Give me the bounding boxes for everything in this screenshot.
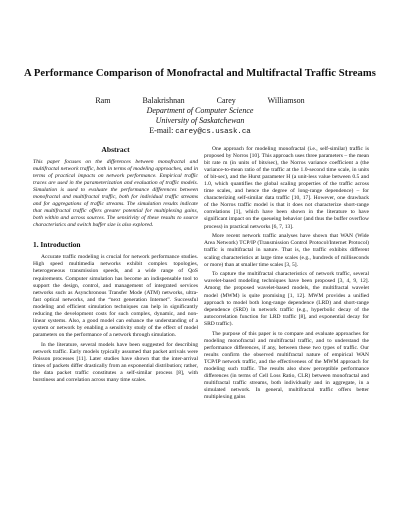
body-paragraph: More recent network traffic analyses have shown that WAN (Wide Area Network) TCP/IP (Transmission Control Protocol/Internet Protocol) traffic is multifractal in nature. That is, the traffic exhibits different scaling characteristics at large time scales (e.g., hundreds of milliseconds or more) than at smaller time scales [3, 5]. xyxy=(204,233,369,268)
body-paragraph: One approach for modeling monofractal (i.e., self-similar) traffic is proposed by Norros [10]. This approach uses three parameters – the mean bit rate m (in units of bits/sec), the Norros variance coefficient a (the variance-to-mean ratio of the traffic at the 1.0-second time scale, in units of bit-sec), and the Hurst parameter H (a unit-less value between 0.5 and 1.0, which quantifies the global scaling properties of the traffic across time scales, and hence the degree of long-range dependence) – for characterizing self-similar data traffic [10, 17]. However, one drawback of the Norros traffic model is that it does not characterize short-range correlations [1], which have been shown in the literature to have significant impact on the queueing behavior (and thus the buffer overflow process) in practical networks [6, 7, 13]. xyxy=(204,146,369,230)
body-paragraph: The purpose of this paper is to compare and evaluate approaches for modeling monofractal and multifractal traffic, and to understand the performance differences, if any, between these two types of traffic. Our results confirm the observed multifractal nature of empirical WAN TCP/IP network traffic, and the effectiveness of the MWM approach for modeling such traffic. The results also show perceptible performance differences (in terms of Cell Loss Ratio, CLR) between monofractal and multifractal traffic streams, both individually and in aggregate, in a simulated network. In general, multifractal traffic offers better multiplexing gains xyxy=(204,330,369,400)
author-department: Department of Computer Science xyxy=(146,106,254,115)
author-block xyxy=(0,96,400,137)
introduction-heading: 1. Introduction xyxy=(33,240,81,250)
author-names: Ram Balakrishnan Carey Williamson xyxy=(95,96,305,105)
author-email: carey@cs.usask.ca xyxy=(175,128,251,136)
abstract-text: This paper focuses on the differences between monofractal and multifractal network traffic, both in terms of modeling approaches, and in terms of practical impacts on network performance. Empirical traffic traces are used in the parameterization and evaluation of traffic models. Simulation is used to evaluate the performance differences between monofractal and multifractal traffic, both for individual traffic streams and for aggregations of traffic streams. The simulation results indicate that multifractal traffic offers greater potential for multiplexing gains, both within and across sources. The sensitivity of these results to source characteristics and switch buffer size is also explored. xyxy=(33,159,198,229)
body-paragraph: To capture the multifractal characteristics of network traffic, several wavelet-based modeling techniques have been proposed [3, 4, 9, 12]. Among the proposed wavelet-based models, the multifractal wavelet model (MWM) is quite promising [1, 12]. MWM provides a unified approach to model both long-range dependence (LRD) and short-range dependence (SRD) in network traffic (e.g., hyperbolic decay of the autocorrelation function for LRD traffic [8], and exponential decay for SRD traffic). xyxy=(204,271,369,327)
paper-title: A Performance Comparison of Monofractal and Multifractal Traffic Streams xyxy=(24,68,376,79)
intro-paragraph: In the literature, several models have been suggested for describing network traffic. Early models typically assumed that packet arrivals were Poisson processes [11]. Later studies have shown that the inter-arrival times of packets differ drastically from an exponential distribution; rather, the data packet traffic constitutes a self-similar process [8], with burstiness and correlation across many time scales. xyxy=(33,341,198,383)
intro-paragraph: Accurate traffic modeling is crucial for network performance studies. High speed multimedia networks exhibit complex topologies, heterogeneous transmission speeds, and a wide range of QoS requirements. Computer simulation has become an indispensable tool to support the design, control, and management of integrated services networks such as Asynchronous Transfer Mode (ATM) networks, ultra-fast optical networks, and the “next generation Internet”. Successful modeling and efficient simulation techniques can help in significantly reducing the development costs for such complex, dynamic, and non-linear systems. Also, a good model can enhance the understanding of a system or network by enabling a sensitivity study of the effect of model parameters on the performance of a network through simulation. xyxy=(33,254,198,338)
email-label: E-mail: xyxy=(149,126,176,135)
abstract-heading: Abstract xyxy=(101,145,130,154)
author-university: University of Saskatchewan xyxy=(155,116,245,125)
right-column xyxy=(204,146,369,404)
author-email-line xyxy=(0,126,400,137)
left-column xyxy=(33,146,198,387)
